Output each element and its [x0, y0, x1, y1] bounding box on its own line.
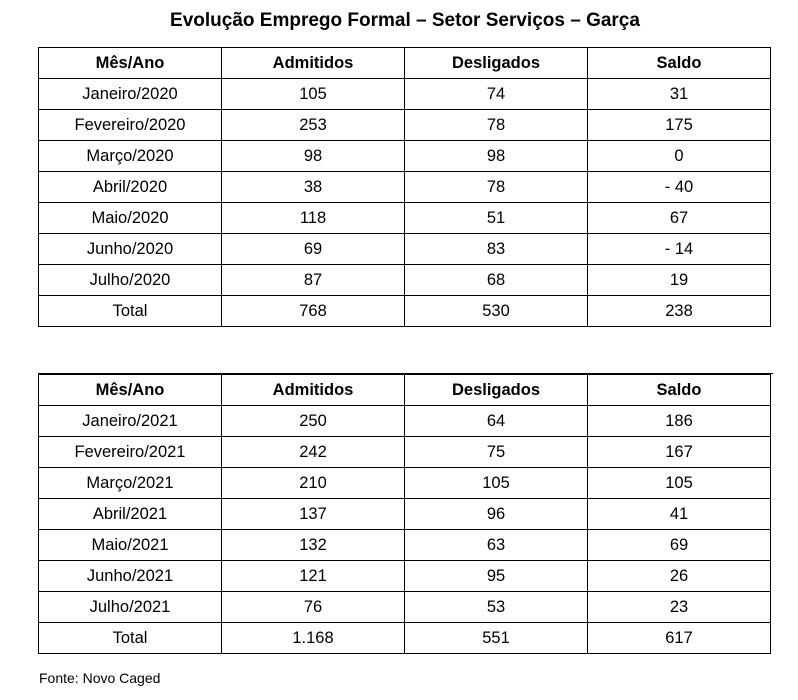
header-row — [39, 375, 771, 406]
admitted-cell: 253 — [222, 110, 405, 141]
balance-cell: 41 — [588, 499, 771, 530]
total-dismissed: 530 — [405, 296, 588, 327]
total-balance: 617 — [588, 623, 771, 654]
table-row — [39, 406, 771, 437]
employment-table-2021 — [38, 374, 771, 654]
total-dismissed: 551 — [405, 623, 588, 654]
header-admitted: Admitidos — [222, 48, 405, 79]
admitted-cell: 87 — [222, 265, 405, 296]
total-label: Total — [39, 296, 222, 327]
total-row — [39, 296, 771, 327]
dismissed-cell: 75 — [405, 437, 588, 468]
header-balance: Saldo — [588, 48, 771, 79]
total-admitted: 768 — [222, 296, 405, 327]
admitted-cell: 76 — [222, 592, 405, 623]
balance-cell: 23 — [588, 592, 771, 623]
balance-cell: 69 — [588, 530, 771, 561]
balance-cell: 26 — [588, 561, 771, 592]
balance-cell: 105 — [588, 468, 771, 499]
table-row — [39, 499, 771, 530]
balance-cell: 67 — [588, 203, 771, 234]
month-cell: Abril/2021 — [39, 499, 222, 530]
dismissed-cell: 78 — [405, 110, 588, 141]
balance-cell: - 40 — [588, 172, 771, 203]
table-row — [39, 172, 771, 203]
month-cell: Julho/2020 — [39, 265, 222, 296]
month-cell: Março/2020 — [39, 141, 222, 172]
table-row — [39, 561, 771, 592]
dismissed-cell: 95 — [405, 561, 588, 592]
admitted-cell: 132 — [222, 530, 405, 561]
table-row — [39, 234, 771, 265]
header-month: Mês/Ano — [39, 48, 222, 79]
employment-table-2020 — [38, 47, 771, 327]
admitted-cell: 242 — [222, 437, 405, 468]
month-cell: Janeiro/2020 — [39, 79, 222, 110]
month-cell: Janeiro/2021 — [39, 406, 222, 437]
balance-cell: 175 — [588, 110, 771, 141]
month-cell: Junho/2020 — [39, 234, 222, 265]
balance-cell: 167 — [588, 437, 771, 468]
table-row — [39, 203, 771, 234]
admitted-cell: 98 — [222, 141, 405, 172]
month-cell: Maio/2021 — [39, 530, 222, 561]
table-row — [39, 468, 771, 499]
month-cell: Abril/2020 — [39, 172, 222, 203]
month-cell: Fevereiro/2020 — [39, 110, 222, 141]
month-cell: Maio/2020 — [39, 203, 222, 234]
table-row — [39, 437, 771, 468]
admitted-cell: 69 — [222, 234, 405, 265]
total-admitted: 1.168 — [222, 623, 405, 654]
month-cell: Fevereiro/2021 — [39, 437, 222, 468]
header-dismissed: Desligados — [405, 48, 588, 79]
admitted-cell: 210 — [222, 468, 405, 499]
table-row — [39, 110, 771, 141]
balance-cell: 19 — [588, 265, 771, 296]
month-cell: Julho/2021 — [39, 592, 222, 623]
balance-cell: 0 — [588, 141, 771, 172]
header-admitted: Admitidos — [222, 375, 405, 406]
balance-cell: 186 — [588, 406, 771, 437]
source-note: Fonte: Novo Caged — [39, 670, 161, 686]
dismissed-cell: 105 — [405, 468, 588, 499]
header-dismissed: Desligados — [405, 375, 588, 406]
dismissed-cell: 63 — [405, 530, 588, 561]
header-row — [39, 48, 771, 79]
header-month: Mês/Ano — [39, 375, 222, 406]
dismissed-cell: 74 — [405, 79, 588, 110]
month-cell: Junho/2021 — [39, 561, 222, 592]
table-row — [39, 79, 771, 110]
balance-cell: - 14 — [588, 234, 771, 265]
month-cell: Março/2021 — [39, 468, 222, 499]
table-row — [39, 592, 771, 623]
dismissed-cell: 53 — [405, 592, 588, 623]
dismissed-cell: 98 — [405, 141, 588, 172]
admitted-cell: 118 — [222, 203, 405, 234]
balance-cell: 31 — [588, 79, 771, 110]
dismissed-cell: 64 — [405, 406, 588, 437]
page-title: Evolução Emprego Formal – Setor Serviços – Garça — [170, 10, 640, 31]
table-row — [39, 265, 771, 296]
admitted-cell: 250 — [222, 406, 405, 437]
table-row — [39, 141, 771, 172]
dismissed-cell: 68 — [405, 265, 588, 296]
dismissed-cell: 96 — [405, 499, 588, 530]
dismissed-cell: 51 — [405, 203, 588, 234]
admitted-cell: 137 — [222, 499, 405, 530]
admitted-cell: 38 — [222, 172, 405, 203]
admitted-cell: 121 — [222, 561, 405, 592]
table-row — [39, 530, 771, 561]
dismissed-cell: 78 — [405, 172, 588, 203]
admitted-cell: 105 — [222, 79, 405, 110]
total-row — [39, 623, 771, 654]
dismissed-cell: 83 — [405, 234, 588, 265]
total-balance: 238 — [588, 296, 771, 327]
header-balance: Saldo — [588, 375, 771, 406]
total-label: Total — [39, 623, 222, 654]
